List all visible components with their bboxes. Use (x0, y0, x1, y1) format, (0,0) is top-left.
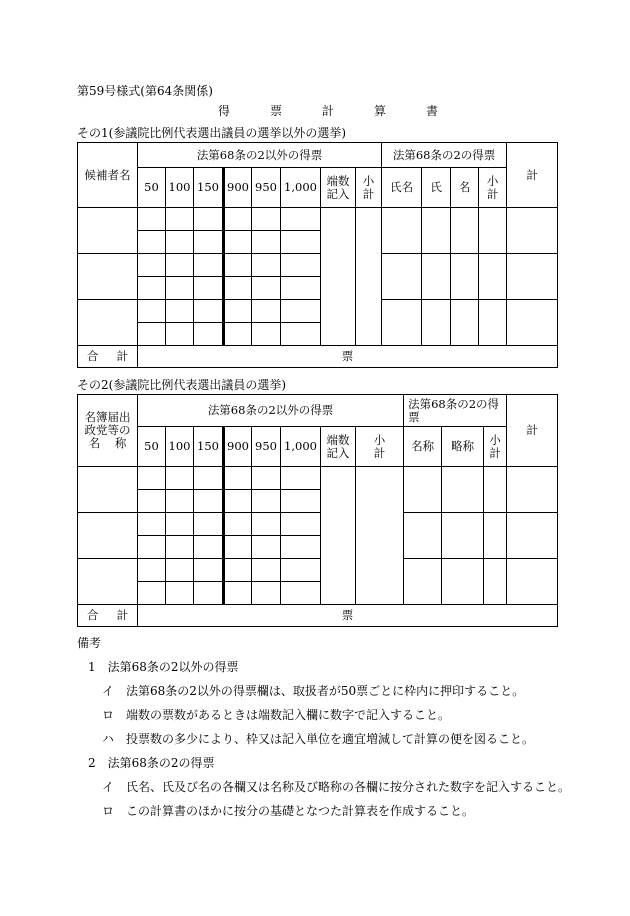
stamp-cell[interactable] (194, 323, 224, 346)
stamp-cell[interactable] (281, 559, 321, 582)
stamp-cell[interactable] (281, 254, 321, 277)
stamp-cell[interactable] (166, 536, 194, 559)
col-surname: 氏 (422, 168, 451, 208)
col-count-950: 950 (252, 427, 281, 467)
stamp-cell[interactable] (281, 582, 321, 605)
note-item: ロ 端数の票数があるときは端数記入欄に数字で記入すること。 (102, 708, 451, 722)
stamp-cell[interactable] (224, 254, 252, 277)
entry-cell[interactable] (404, 513, 442, 559)
form-title-char: 計 (322, 104, 335, 118)
entry-cell[interactable] (78, 467, 138, 513)
entry-cell[interactable] (451, 208, 479, 254)
stamp-cell[interactable] (224, 582, 252, 605)
stamp-cell[interactable] (194, 513, 224, 536)
group-682-votes: 法第68条の2の得票 (382, 143, 507, 168)
entry-cell[interactable] (479, 254, 507, 300)
footer-votes-unit: 票 (138, 346, 558, 368)
stamp-cell[interactable] (281, 536, 321, 559)
stamp-cell[interactable] (138, 513, 166, 536)
col-party-abbrev: 略称 (442, 427, 484, 467)
stamp-cell[interactable] (281, 300, 321, 323)
entry-cell[interactable] (422, 208, 451, 254)
note-item: 2 法第68条の2の得票 (88, 756, 215, 770)
stamp-cell[interactable] (194, 582, 224, 605)
col-total: 計 (507, 395, 558, 467)
stamp-cell[interactable] (281, 323, 321, 346)
col-count-50: 50 (138, 168, 166, 208)
stamp-cell[interactable] (138, 536, 166, 559)
stamp-cell[interactable] (224, 300, 252, 323)
stamp-cell[interactable] (194, 490, 224, 513)
entry-cell[interactable] (484, 467, 507, 513)
entry-cell[interactable] (78, 513, 138, 559)
col-count-150: 150 (194, 427, 224, 467)
entry-cell[interactable] (479, 300, 507, 346)
stamp-cell[interactable] (252, 231, 281, 254)
entry-cell[interactable] (484, 559, 507, 605)
stamp-cell[interactable] (224, 277, 252, 300)
stamp-cell[interactable] (138, 254, 166, 277)
stamp-cell[interactable] (138, 467, 166, 490)
stamp-cell[interactable] (166, 254, 194, 277)
table-row (78, 254, 558, 277)
entry-cell[interactable] (382, 300, 422, 346)
footer-votes-unit: 票 (138, 605, 558, 627)
stamp-cell[interactable] (252, 300, 281, 323)
col-count-50: 50 (138, 427, 166, 467)
stamp-cell[interactable] (166, 467, 194, 490)
entry-cell[interactable] (479, 208, 507, 254)
table-footer-row (78, 605, 558, 627)
entry-cell[interactable] (321, 467, 356, 605)
stamp-cell[interactable] (224, 323, 252, 346)
section2-table (77, 394, 558, 627)
stamp-cell[interactable] (138, 231, 166, 254)
stamp-cell[interactable] (252, 208, 281, 231)
stamp-cell[interactable] (281, 231, 321, 254)
stamp-cell[interactable] (224, 536, 252, 559)
col-count-1000: 1,000 (281, 427, 321, 467)
stamp-cell[interactable] (224, 490, 252, 513)
entry-cell[interactable] (442, 513, 484, 559)
col-party-name: 名簿届出 政党等の 名 称 (78, 395, 138, 467)
col-party-full-name: 名称 (404, 427, 442, 467)
stamp-cell[interactable] (194, 559, 224, 582)
entry-cell[interactable] (442, 559, 484, 605)
col-count-1000: 1,000 (281, 168, 321, 208)
note-item: ロ この計算書のほかに按分の基礎となつた計算表を作成すること。 (102, 804, 475, 818)
stamp-cell[interactable] (252, 536, 281, 559)
entry-cell[interactable] (404, 467, 442, 513)
form-title-char: 算 (374, 104, 387, 118)
col-count-950: 950 (252, 168, 281, 208)
table-footer-row (78, 346, 558, 368)
entry-cell[interactable] (78, 254, 138, 300)
stamp-cell[interactable] (138, 490, 166, 513)
stamp-cell[interactable] (138, 582, 166, 605)
entry-cell[interactable] (507, 513, 558, 559)
col-subtotal-b: 小 計 (484, 427, 507, 467)
entry-cell[interactable] (507, 559, 558, 605)
stamp-cell[interactable] (252, 323, 281, 346)
group-682-votes: 法第68条の2の得票 (404, 395, 507, 427)
col-subtotal-a: 小 計 (356, 168, 382, 208)
note-item: ハ 投票数の多少により、枠又は記入単位を適宜増減して計算の便を図ること。 (102, 732, 535, 746)
entry-cell[interactable] (451, 300, 479, 346)
col-count-150: 150 (194, 168, 224, 208)
note-item: イ 法第68条の2以外の得票欄は、取扱者が50票ごとに枠内に押印すること。 (102, 684, 525, 698)
stamp-cell[interactable] (194, 254, 224, 277)
footer-total-label: 合 計 (78, 346, 138, 368)
stamp-cell[interactable] (166, 490, 194, 513)
stamp-cell[interactable] (224, 559, 252, 582)
col-given-name: 名 (451, 168, 479, 208)
stamp-cell[interactable] (138, 277, 166, 300)
col-subtotal-a: 小 計 (356, 427, 404, 467)
col-total: 計 (507, 143, 558, 208)
entry-cell[interactable] (356, 467, 404, 605)
stamp-cell[interactable] (194, 467, 224, 490)
form-title-char: 票 (270, 104, 283, 118)
stamp-cell[interactable] (166, 231, 194, 254)
note-item: イ 氏名、氏及び名の各欄又は名称及び略称の各欄に按分された数字を記入すること。 (102, 780, 571, 794)
section1-table (77, 142, 558, 368)
stamp-cell[interactable] (194, 300, 224, 323)
col-fraction-entry: 端数 記入 (321, 168, 356, 208)
stamp-cell[interactable] (166, 300, 194, 323)
stamp-cell[interactable] (252, 467, 281, 490)
stamp-cell[interactable] (138, 208, 166, 231)
entry-cell[interactable] (382, 254, 422, 300)
stamp-cell[interactable] (252, 513, 281, 536)
entry-cell[interactable] (442, 467, 484, 513)
entry-cell[interactable] (404, 559, 442, 605)
entry-cell[interactable] (321, 208, 356, 346)
stamp-cell[interactable] (252, 254, 281, 277)
col-count-100: 100 (166, 427, 194, 467)
col-full-name: 氏名 (382, 168, 422, 208)
stamp-cell[interactable] (138, 323, 166, 346)
table-row (78, 300, 558, 323)
footer-total-label: 合 計 (78, 605, 138, 627)
entry-cell[interactable] (356, 208, 382, 346)
table-row (78, 559, 558, 582)
stamp-cell[interactable] (166, 513, 194, 536)
stamp-cell[interactable] (138, 300, 166, 323)
entry-cell[interactable] (507, 208, 558, 254)
form-title-char: 得 (218, 104, 231, 118)
stamp-cell[interactable] (281, 208, 321, 231)
stamp-cell[interactable] (224, 208, 252, 231)
col-candidate-name: 候補者名 (78, 143, 138, 208)
stamp-cell[interactable] (252, 277, 281, 300)
stamp-cell[interactable] (281, 467, 321, 490)
group-non-682-votes: 法第68条の2以外の得票 (138, 143, 382, 168)
entry-cell[interactable] (422, 254, 451, 300)
table-row (78, 513, 558, 536)
col-count-900: 900 (224, 168, 252, 208)
entry-cell[interactable] (507, 300, 558, 346)
entry-cell[interactable] (507, 254, 558, 300)
stamp-cell[interactable] (166, 208, 194, 231)
group-non-682-votes: 法第68条の2以外の得票 (138, 395, 404, 427)
notes-heading: 備考 (77, 636, 102, 650)
form-number: 第59号様式(第64条関係) (77, 84, 213, 98)
entry-cell[interactable] (507, 467, 558, 513)
stamp-cell[interactable] (281, 513, 321, 536)
entry-cell[interactable] (78, 208, 138, 254)
entry-cell[interactable] (484, 513, 507, 559)
entry-cell[interactable] (78, 559, 138, 605)
section2-heading: その2(参議院比例代表選出議員の選挙) (77, 378, 286, 392)
stamp-cell[interactable] (252, 582, 281, 605)
table-row (78, 208, 558, 231)
col-count-100: 100 (166, 168, 194, 208)
table-row (78, 467, 558, 490)
stamp-cell[interactable] (138, 559, 166, 582)
stamp-cell[interactable] (194, 208, 224, 231)
col-subtotal-b: 小 計 (479, 168, 507, 208)
col-count-900: 900 (224, 427, 252, 467)
stamp-cell[interactable] (166, 277, 194, 300)
section1-heading: その1(参議院比例代表選出議員の選挙以外の選挙) (77, 126, 346, 140)
stamp-cell[interactable] (252, 559, 281, 582)
stamp-cell[interactable] (166, 323, 194, 346)
entry-cell[interactable] (422, 300, 451, 346)
stamp-cell[interactable] (224, 467, 252, 490)
stamp-cell[interactable] (252, 490, 281, 513)
form-title-char: 書 (426, 104, 439, 118)
col-fraction-entry: 端数 記入 (321, 427, 356, 467)
stamp-cell[interactable] (194, 536, 224, 559)
entry-cell[interactable] (451, 254, 479, 300)
entry-cell[interactable] (78, 300, 138, 346)
stamp-cell[interactable] (224, 513, 252, 536)
entry-cell[interactable] (382, 208, 422, 254)
note-item: 1 法第68条の2以外の得票 (88, 660, 239, 674)
stamp-cell[interactable] (194, 231, 224, 254)
stamp-cell[interactable] (224, 231, 252, 254)
stamp-cell[interactable] (281, 277, 321, 300)
stamp-cell[interactable] (281, 490, 321, 513)
stamp-cell[interactable] (166, 582, 194, 605)
stamp-cell[interactable] (166, 559, 194, 582)
stamp-cell[interactable] (194, 277, 224, 300)
